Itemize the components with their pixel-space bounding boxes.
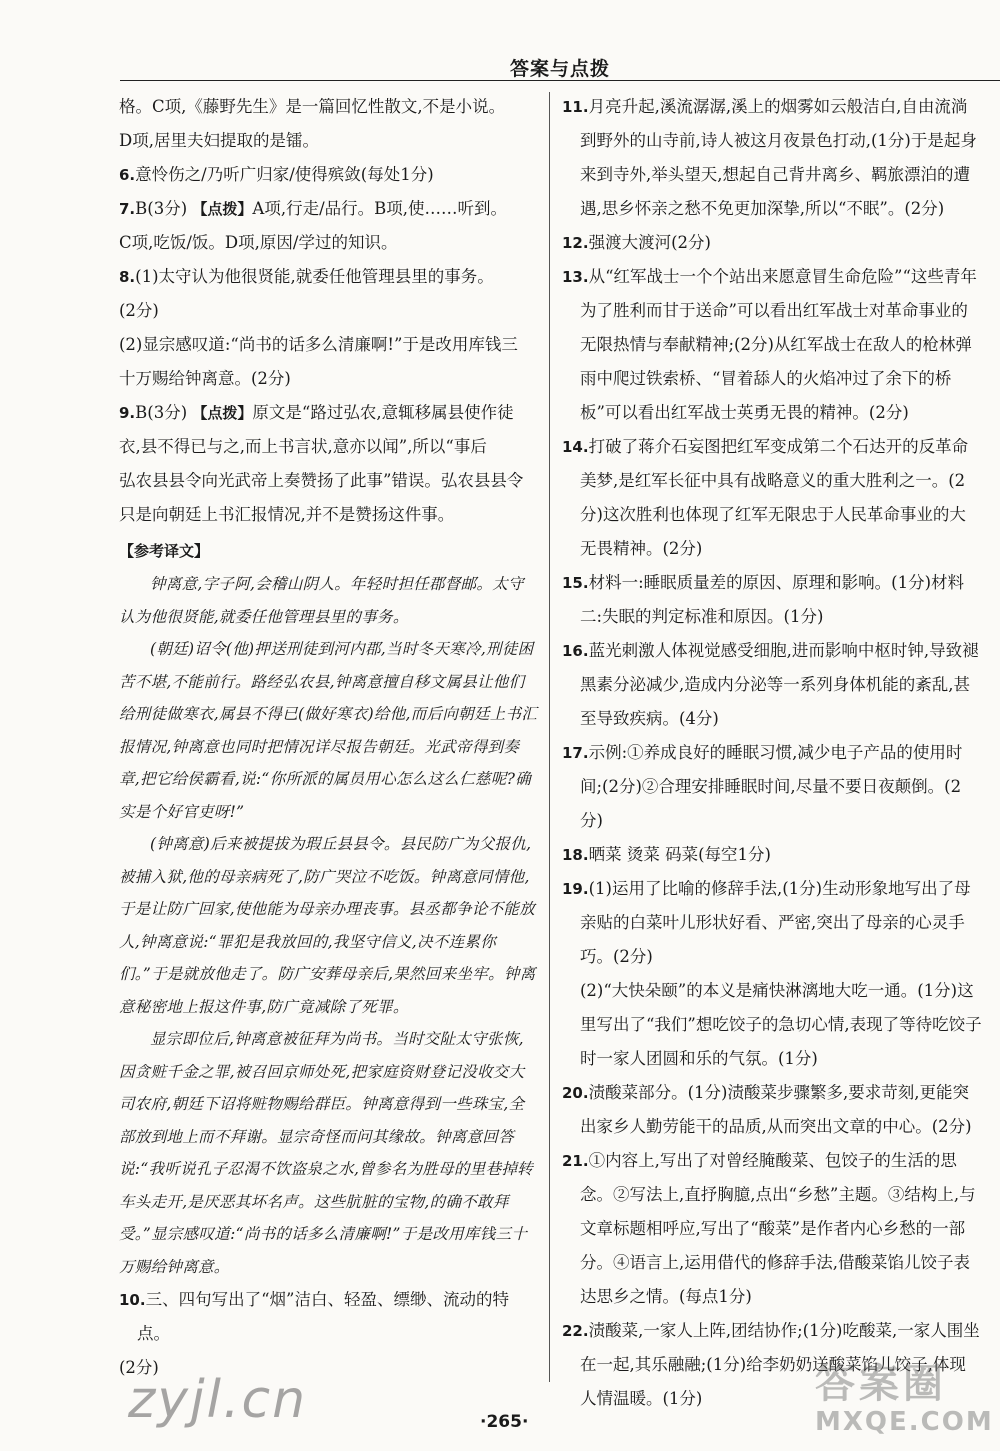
answer-number: 8.	[119, 268, 136, 286]
watermark-logo-text: 答案圈	[815, 1361, 947, 1407]
answer-number: 15.	[562, 574, 589, 592]
answer-number: 17.	[562, 744, 589, 762]
answer-text: 渍酸菜部分。(1分)渍酸菜步骤繁多,要求苛刻,更能突出家乡人勤劳能干的品质,从而突出文章的中心。(2分)	[580, 1083, 972, 1136]
answer-text: 月亮升起,溪流潺潺,溪上的烟雾如云般洁白,自由流淌到野外的山寺前,诗人被这月夜景色打动,(1分)于是起身来到寺外,举头望天,想起自己背井离乡、羁旅漂泊的遭遇,思乡怀亲之愁不免更加深挚,所以“不眠”。(2分)	[580, 97, 977, 218]
answer-7	[119, 192, 539, 226]
answer-number: 22.	[562, 1322, 589, 1340]
answer-13	[562, 260, 982, 430]
answer-number: 14.	[562, 438, 589, 456]
answer-14	[562, 430, 982, 566]
header-title: 答案与点拨	[510, 58, 611, 80]
answer-number: 10.	[119, 1291, 146, 1309]
header-rule	[120, 80, 1000, 81]
translation-paragraph: (朝廷)诏令(他)押送刑徒到河内郡,当时冬天寒冷,刑徒困苦不堪,不能前行。路经弘农县,钟离意擅自移文属县让他们给刑徒做寒衣,属县不得已(做好寒衣)给他,而后向朝廷上书汇报情况,钟离意也同时把情况详尽报告朝廷。光武帝得到奏章,把它给侯霸看,说:“你所派的属员用心怎么这么仁慈呢?确实是个好官吏呀!”	[119, 640, 538, 821]
answer-lead: B(3分)	[135, 403, 193, 422]
answer-continuation: (2)“大快朵颐”的本义是痛快淋漓地大吃一通。(1分)这里写出了“我们”想吃饺子的急切心情,表现了等待吃饺子时一家人团圆和乐的气氛。(1分)	[580, 981, 982, 1068]
watermark-url: MXQE.COM	[815, 1407, 994, 1437]
answer-11	[562, 90, 982, 226]
answer-continuation: (2分)	[119, 1358, 159, 1377]
answer-17	[562, 736, 982, 838]
answer-text: 从“红军战士一个个站出来愿意冒生命危险”“这些青年为了胜利而甘于送命”可以看出红军战士对革命事业的无限热情与奉献精神;(2分)从红军战士在敌人的枪林弹雨中爬过铁索桥、“冒着舔人的火焰冲过了余下的桥板”可以看出红军战士英勇无畏的精神。(2分)	[580, 267, 977, 422]
answer-text: (1)太守认为他很贤能,就委任他管理县里的事务。	[135, 267, 494, 286]
answer-text: 意怜伤之/乃听广归家/使得殡敛(每处1分)	[135, 165, 434, 184]
answer-19	[562, 872, 982, 974]
answer-20	[562, 1076, 982, 1144]
answer-text: 渍酸菜,一家人上阵,团结协作;(1分)吃酸菜,一家人围坐在一起,其乐融融;(1分)给李奶奶送酸菜馅儿饺子,体现人情温暖。(1分)	[580, 1321, 980, 1408]
answer-text: 打破了蒋介石妄图把红军变成第二个石达开的反革命美梦,是红军长征中具有战略意义的重大胜利之一。(2分)这次胜利也体现了红军无限忠于人民革命事业的大无畏精神。(2分)	[580, 437, 969, 558]
answer-text: 示例:①养成良好的睡眠习惯,减少电子产品的使用时间;(2分)②合理安排睡眠时间,尽量不要日夜颠倒。(2分)	[580, 743, 963, 830]
answer-lead: B(3分)	[135, 199, 193, 218]
answer-8	[119, 260, 539, 294]
left-column	[119, 90, 539, 1385]
answer-text: 原文是“路过弘农,意辄移属县使作徒	[252, 403, 514, 422]
answer-continuation: 十万赐给钟离意。(2分)	[119, 369, 291, 388]
answer-continuation: C项,吃饭/饭。D项,原因/学过的知识。	[119, 233, 398, 252]
answer-6	[119, 158, 539, 192]
answer-number: 20.	[562, 1084, 589, 1102]
translation-heading: 【参考译文】	[119, 542, 210, 560]
translation-paragraph: 显宗即位后,钟离意被征拜为尚书。当时交阯太守张恢,因贪赃千金之罪,被召回京师处死,把家庭资财登记没收交大司农府,朝廷下诏将赃物赐给群臣。钟离意得到一些珠宝,全部放到地上而不拜谢。显宗奇怪而问其缘故。钟离意回答说:“我听说孔子忍渴不饮盗泉之水,曾参名为胜母的里巷掉转车头走开,是厌恶其坏名声。这些肮脏的宝物,的确不敢拜受。”显宗感叹道:“尚书的话多么清廉啊!”于是改用库钱三十万赐给钟离意。	[119, 1030, 533, 1276]
answer-text: ①内容上,写出了对曾经腌酸菜、包饺子的生活的思念。②写法上,直抒胸臆,点出“乡愁”主题。③结构上,与文章标题相呼应,写出了“酸菜”是作者内心乡愁的一部分。④语言上,运用借代的修辞手法,借酸菜馅儿饺子表达思乡之情。(每点1分)	[580, 1151, 976, 1306]
answer-text: 强渡大渡河(2分)	[588, 233, 711, 252]
answer-continuation: (2分)	[119, 301, 159, 320]
answer-text: 晒菜 烫菜 码菜(每空1分)	[588, 845, 771, 864]
answer-12	[562, 226, 982, 260]
right-column	[562, 90, 982, 1416]
answer-text: 材料一:睡眠质量差的原因、原理和影响。(1分)材料二:失眠的判定标准和原因。(1分)	[580, 573, 965, 626]
answer-15	[562, 566, 982, 634]
answer-21	[562, 1144, 982, 1314]
continuation-line: D项,居里夫妇提取的是镭。	[119, 131, 319, 150]
watermark-right	[815, 1352, 994, 1442]
answer-number: 21.	[562, 1152, 589, 1170]
answer-continuation: 弘农县县令向光武帝上奏赞扬了此事”错误。弘农县县令	[119, 471, 524, 490]
answer-number: 7.	[119, 200, 136, 218]
answer-continuation: (2)显宗感叹道:“尚书的话多么清廉啊!”于是改用库钱三	[119, 335, 518, 354]
answer-9	[119, 396, 539, 430]
answer-18	[562, 838, 982, 872]
translation-paragraph: 钟离意,字子阿,会稽山阴人。年轻时担任郡督邮。太守认为他很贤能,就委任他管理县里的事务。	[119, 575, 524, 626]
watermark-left: zyjl.cn	[128, 1370, 308, 1430]
answer-text: 蓝光刺激人体视觉感受细胞,进而影响中枢时钟,导致褪黑素分泌减少,造成内分泌等一系列身体机能的紊乱,甚至导致疾病。(4分)	[580, 641, 979, 728]
answer-number: 9.	[119, 404, 136, 422]
translation-paragraph: (钟离意)后来被提拔为瑕丘县县令。县民防广为父报仇,被捕入狱,他的母亲病死了,防广哭泣不吃饭。钟离意同情他,于是让防广回家,使他能为母亲办理丧事。县丞都争论不能放人,钟离意说:“罪犯是我放回的,我坚守信义,决不连累你们。”于是就放他走了。防广安葬母亲后,果然回来坐牢。钟离意秘密地上报这件事,防广竟减除了死罪。	[119, 835, 536, 1016]
answer-number: 18.	[562, 846, 589, 864]
column-divider	[549, 92, 550, 1382]
answer-continuation: 只是向朝廷上书汇报情况,并不是赞扬这件事。	[119, 505, 455, 524]
tip-tag: 【点拨】	[192, 200, 253, 218]
answer-text: A项,行走/品行。B项,使……听到。	[252, 199, 507, 218]
answer-16	[562, 634, 982, 736]
page-number: ·265·	[480, 1412, 529, 1432]
answer-continuation: 衣,县不得已与之,而上书言状,意亦以闻”,所以“事后	[119, 437, 487, 456]
page-header	[120, 0, 1000, 82]
answer-text: 三、四句写出了“烟”洁白、轻盈、缥缈、流动的特点。	[137, 1290, 509, 1343]
continuation-line: 格。C项,《藤野先生》是一篇回忆性散文,不是小说。	[119, 97, 506, 116]
answer-number: 19.	[562, 880, 589, 898]
answer-number: 12.	[562, 234, 589, 252]
tip-tag: 【点拨】	[192, 404, 253, 422]
answer-number: 16.	[562, 642, 589, 660]
answer-number: 13.	[562, 268, 589, 286]
answer-text: (1)运用了比喻的修辞手法,(1分)生动形象地写出了母亲贴的白菜叶儿形状好看、严密,突出了母亲的心灵手巧。(2分)	[580, 879, 971, 966]
answer-number: 6.	[119, 166, 136, 184]
answer-number: 11.	[562, 98, 589, 116]
answer-10	[119, 1283, 539, 1351]
